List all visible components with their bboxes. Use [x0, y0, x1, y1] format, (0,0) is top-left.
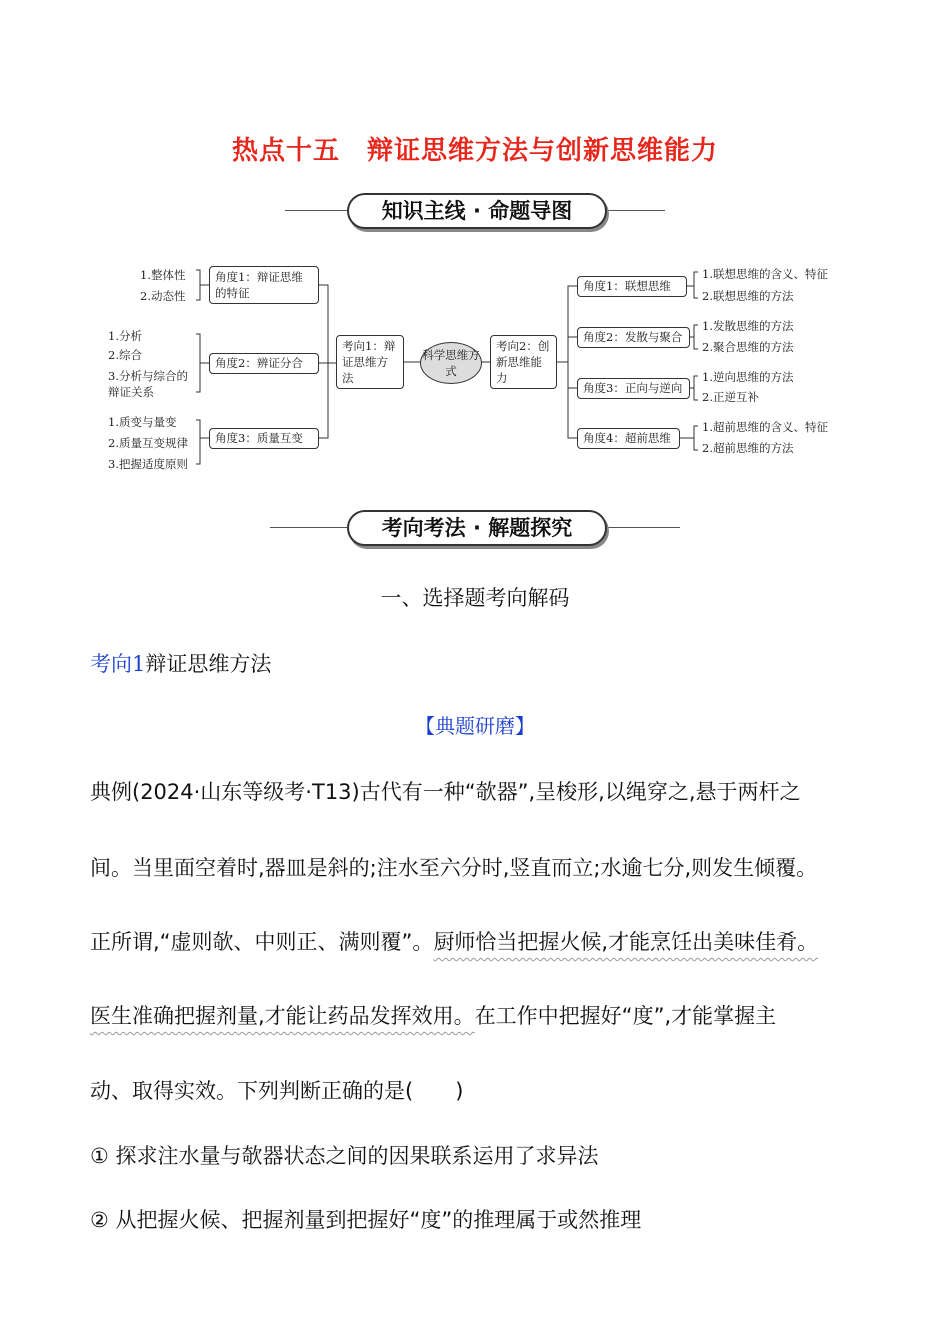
- leaf-r3-1: 1.逆向思维的方法: [702, 370, 794, 384]
- paragraph-tail: 在工作中把握好“度”,才能掌握主: [474, 1004, 777, 1028]
- option-2: ② 从把握火候、把握剂量到把握好“度”的推理属于或然推理: [90, 1208, 642, 1232]
- branch-left-angle3: 角度3：质量互变: [209, 428, 319, 449]
- branch-left-angle2: 角度2：辨证分合: [209, 353, 319, 374]
- branch-right-angle1: 角度1：联想思维: [577, 276, 687, 297]
- paragraph-line-5: 动、取得实效。下列判断正确的是( ): [90, 1079, 464, 1103]
- leaf-r1-1: 1.联想思维的含义、特征: [702, 267, 828, 281]
- leaf-3-3: 3.把握适度原则: [108, 457, 188, 471]
- branch-right-angle4: 角度4：超前思维: [577, 428, 680, 449]
- leaf-r4-2: 2.超前思维的方法: [702, 441, 794, 455]
- leaf-r1-2: 2.联想思维的方法: [702, 289, 794, 303]
- leaf-r2-1: 1.发散思维的方法: [702, 319, 794, 333]
- leaf-1-1: 1.整体性: [140, 268, 186, 282]
- leaf-r3-2: 2.正逆互补: [702, 390, 759, 404]
- branch-right-angle2: 角度2：发散与聚合: [577, 327, 690, 348]
- page-title: 热点十五 辩证思维方法与创新思维能力: [231, 136, 718, 166]
- center-node: 科学思维方式: [420, 342, 482, 384]
- kaoxiang-heading: [90, 648, 271, 678]
- paragraph-line-1: 典例(2024·山东等级考·T13)古代有一种“欹器”,呈梭形,以绳穿之,悬于两杆之: [90, 780, 801, 804]
- leaf-2-3: 3.分析与综合的: [108, 369, 188, 383]
- hub-right: 考向2：创新思维能力: [490, 335, 557, 389]
- hub-left: 考向1：辩证思维方法: [336, 335, 404, 389]
- branch-left-angle1: 角度1：辩证思维的特征: [209, 266, 319, 304]
- section-banner-exploration: 考向考法 · 解题探究: [347, 510, 607, 546]
- dianti-heading: 【典题研磨】: [415, 714, 535, 738]
- leaf-3-1: 1.质变与量变: [108, 415, 177, 429]
- paragraph-line-4: [90, 1000, 776, 1030]
- leaf-r4-1: 1.超前思维的含义、特征: [702, 420, 828, 434]
- section-banner-mindmap: 知识主线 · 命题导图: [347, 193, 607, 229]
- paragraph-line-2: 间。当里面空着时,器皿是斜的;注水至六分时,竖直而立;水逾七分,则发生倾覆。: [90, 856, 818, 880]
- kaoxiang-label: 考向1: [90, 652, 146, 676]
- leaf-2-4: 辩证关系: [108, 385, 154, 399]
- leaf-2-1: 1.分析: [108, 329, 142, 343]
- leaf-2-2: 2.综合: [108, 348, 142, 362]
- leaf-1-2: 2.动态性: [140, 289, 186, 303]
- branch-right-angle3: 角度3：正向与逆向: [577, 378, 690, 399]
- banner-rule-left-2: [270, 527, 347, 528]
- option-1: ① 探求注水量与欹器状态之间的因果联系运用了求异法: [90, 1144, 599, 1168]
- paragraph-line-3: [90, 926, 818, 956]
- paragraph-wavy-1: 厨师恰当把握火候,才能烹饪出美味佳肴。: [433, 930, 819, 954]
- leaf-3-2: 2.质量互变规律: [108, 436, 188, 450]
- paragraph-wavy-2: 医生准确把握剂量,才能让药品发挥效用。: [90, 1004, 475, 1028]
- section-heading: 一、选择题考向解码: [380, 586, 570, 610]
- banner-rule-right-2: [603, 527, 680, 528]
- leaf-r2-2: 2.聚合思维的方法: [702, 340, 794, 354]
- kaoxiang-text: 辩证思维方法: [145, 652, 272, 676]
- paragraph-quote: 正所谓,“虚则欹、中则正、满则覆”。: [90, 930, 434, 954]
